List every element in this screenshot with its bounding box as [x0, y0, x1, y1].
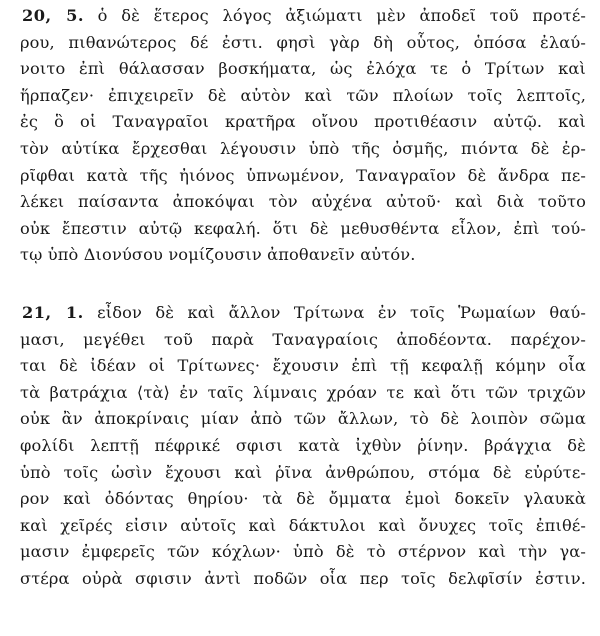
paragraph-20-5: [20, 3, 586, 269]
paragraph-21-1: [20, 300, 586, 593]
text-line: ὑπὸ τοῖς ὠσὶν ἔχουσι καὶ ῥῖνα ἀνθρώπου, στόμα δὲ εὐρύτε-: [20, 462, 586, 482]
text-line: νοιτο ἐπὶ θάλασσαν βοσκήματα, ὡς ἐλόχα τε ὁ Τρίτων καὶ: [20, 59, 586, 79]
text-line: τῳ ὑπὸ Διονύσου νομίζουσιν ἀποθανεῖν αὐτόν.: [20, 245, 416, 265]
text-line: ρον καὶ ὀδόντας θηρίου· τὰ δὲ ὄμματα ἐμοὶ δοκεῖν γλαυκὰ: [20, 489, 586, 509]
text-line: ἐς ὃ οἱ Ταναγραῖοι κρατῆρα οἴνου προτιθέασιν αὐτῷ. καὶ: [20, 112, 586, 132]
text-line: λέκει παίσαντα ἀποκόψαι τὸν αὐχένα αὐτοῦ· καὶ διὰ τοῦτο: [20, 192, 586, 212]
text-line: καὶ χεῖρές εἰσιν αὐτοῖς καὶ δάκτυλοι καὶ ὄνυχες τοῖς ἐπιθέ-: [20, 515, 586, 535]
text-line: οὐκ ἔπεστιν αὐτῷ κεφαλή. ὅτι δὲ μεθυσθέντα εἷλον, ἐπὶ τού-: [20, 218, 586, 238]
text-line: ται δὲ ἰδέαν οἱ Τρίτωνες· ἔχουσιν ἐπὶ τῇ κεφαλῇ κόμην οἷα: [20, 356, 586, 376]
text-line: ρῖφθαι κατὰ τῆς ἠιόνος ὑπνωμένον, Ταναγραῖον δὲ ἄνδρα πε-: [20, 165, 586, 185]
text-line: στέρα οὐρὰ σφισιν ἀντὶ ποδῶν οἷα περ τοῖς δελφῖσίν ἐστιν.: [20, 568, 586, 588]
text-line: ρου, πιθανώτερος δέ ἐστι. φησὶ γὰρ δὴ οὗτος, ὁπόσα ἐλαύ-: [20, 32, 586, 52]
text-line: μασι, μεγέθει τοῦ παρὰ Ταναγραίοις ἀποδέοντα. παρέχον-: [20, 329, 586, 349]
text-line: μασιν ἐμφερεῖς τῶν κόχλων· ὑπὸ δὲ τὸ στέρνον καὶ τὴν γα-: [20, 542, 586, 562]
text-line: φολίδι λεπτῇ πέφρικέ σφισι κατὰ ἰχθὺν ῥίνην. βράγχια δὲ: [20, 435, 586, 455]
text-line: ἥρπαζεν· ἐπιχειρεῖν δὲ αὐτὸν καὶ τῶν πλοίων τοῖς λεπτοῖς,: [20, 85, 586, 105]
line-text: ὁ δὲ ἕτερος λόγος ἀξιώματι μὲν ἀποδεῖ τοῦ προτέ-: [84, 6, 586, 25]
section-reference: 20, 5.: [22, 6, 85, 25]
section-reference: 21, 1.: [22, 302, 84, 322]
document-page: [20, 0, 586, 592]
line-text: εἶδον δὲ καὶ ἄλλον Τρίτωνα ἐν τοῖς Ῥωμαίων θαύ-: [83, 302, 586, 322]
text-line: οὐκ ἂν ἀποκρίναις μίαν ἀπὸ τῶν ἄλλων, τὸ δὲ λοιπὸν σῶμα: [20, 409, 586, 429]
text-line: [20, 300, 586, 327]
text-line: τὸν αὐτίκα ἔρχεσθαι λέγουσιν ὑπὸ τῆς ὀσμῆς, πιόντα δὲ ἐρ-: [20, 138, 586, 158]
text-line: τὰ βατράχια ⟨τὰ⟩ ἐν ταῖς λίμναις χρόαν τε καὶ ὅτι τῶν τριχῶν: [20, 382, 586, 402]
text-line: [20, 3, 586, 30]
